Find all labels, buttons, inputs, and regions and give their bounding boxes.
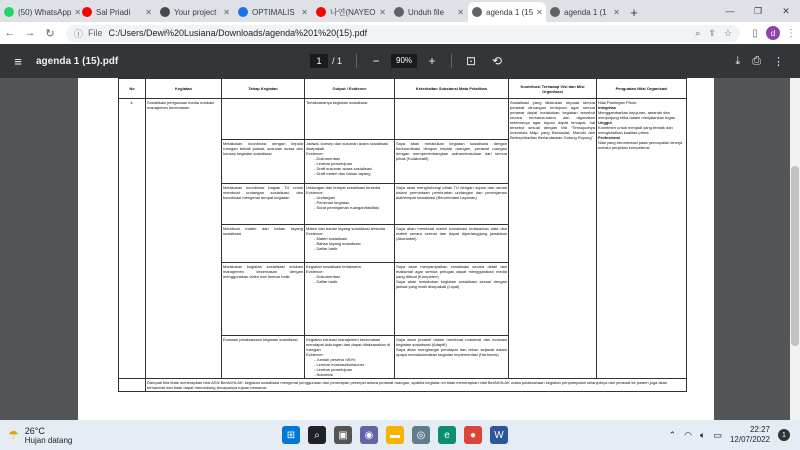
evidence-item: - Dokumentasi [314,156,340,161]
evidence-item: - Daftar hadir [314,246,338,251]
pdf-actions [735,55,784,68]
substansi-cell: Saya akan melakukan kegiatan sosialisasi dengan berkoordinasi dengan kepala ruangan, perawat ruangan dengan mempertimbangkan arahan/masukan dari semua pihak (Kolaboratif) [395,140,509,184]
notification-badge[interactable]: 1 [778,429,790,441]
url-scheme: File [88,28,103,38]
clock[interactable] [730,425,770,445]
evidence-item: - Draft materi dan bahan tayang [314,171,371,176]
kontribusi-cell: Sosialisasi yang dilakukan kepada semua perawat diruangan bertujuan agar semua perawat dapat melakukan kegiatan tersebut secara bersama-sama dan digunakan seterusnya agar tujuan dapat tercapai, hal tersebut sesuai dengan Visi "Terwujudnya Indonesia Maju yang Berdaulat, Mandiri dan Berkepribadian Berlandaskan Gotong Royong" [509,99,597,379]
tahap-cell: Melakukan kegiatan sosialisasi edukasi manajemen kecemasan dengan menggunakan video dan lembar balik [222,263,305,336]
evidence-item: - Undangan [314,195,335,200]
substansi-cell: Saya akan membuat materi sosialisasi erdasarkan data dan materi secara cermat dan dapat dipertanggung jawabkan (Akuntabel) [395,225,509,263]
tab-close-icon[interactable]: ✕ [536,7,543,17]
youtube-icon [82,7,92,17]
table-header-cell: Kegiatan [146,79,222,99]
info-icon[interactable]: ⓘ [74,28,84,39]
rotate-icon[interactable]: ⟲ [491,54,503,68]
tab-label: Sal Priadi [96,7,131,17]
penguatan-cell [597,99,687,379]
browser-tab[interactable] [468,2,546,22]
output-cell [305,336,395,379]
output-cell [305,225,395,263]
generic-site-icon [160,7,170,17]
tahap-cell: Melakukan koordinasi dengan kepala ruangan terkait jadwal, susunan acara dan konsep kegiatan sosialisasi [222,140,305,184]
minimize-icon[interactable]: — [725,6,735,16]
address-bar[interactable] [66,25,740,42]
scrollbar[interactable] [790,78,800,420]
substansi-cell: Saya akan proaktif dalam membuat notulensi dan evaluasi kegiatan sosialisasi (Adaptif) Saya akan menghargai pendapat dan rekan sejawat dalam upaya memaksimalkan kegiatan implementasi (Harmonis) [395,336,509,379]
evidence-item: - Perizinan kegiatan [314,200,350,205]
search-icon[interactable]: ⌕ [308,426,326,444]
globe-icon [550,7,560,17]
clock-date: 12/07/2022 [729,435,770,444]
hamburger-menu-icon[interactable]: ≡ [14,53,22,69]
camera-icon[interactable]: ◎ [412,426,430,444]
evidence-item: - Daftar hadir [314,279,338,284]
taskbar [0,420,800,450]
page-number-input[interactable]: 1 [310,54,328,68]
reload-icon[interactable]: ↻ [45,27,55,40]
output-text: Kegiatan sosialisasi terlaksana [306,264,361,269]
edge-icon[interactable]: e [438,426,456,444]
windows-start-icon[interactable]: ⊞ [282,426,300,444]
tab-label: OPTIMALIS [252,7,295,17]
system-tray [669,425,790,445]
output-cell [305,263,395,336]
penguatan-head: Unggul [598,120,612,125]
tab-close-icon[interactable]: ✕ [301,7,308,17]
zoom-out-icon[interactable]: − [372,54,380,68]
window-controls [716,0,800,22]
zoom-input[interactable]: 90% [391,54,417,68]
back-icon[interactable]: ← [4,27,16,39]
docs-icon [238,7,248,17]
more-menu-icon[interactable]: ⋮ [786,27,796,39]
evidence-item: - Surat peminjaman ruangan/fasilitas [314,205,380,210]
evidence-item: - Lembar persetujuan [314,161,353,166]
globe-icon [472,7,482,17]
evidence-item: - Lembar evaluasi/kuesioner [314,362,365,367]
output-text: Jadwal, konsep dan susunan acara sosialisasi disepakati [306,141,389,151]
table-row [119,99,687,140]
penguatan-body: Menggambarkan kejujuran, amanah dan menjunjung etika dalam menjalankan tugas [598,110,675,120]
agenda-table [118,78,687,392]
penguatan-title: Nilai Pamingan Pituin: [598,100,638,105]
output-text: Undangan dan tempat sosialisasi tersedia [306,185,381,190]
tahap-cell: Membuat materi dan bahan tayang sosialisasi [222,225,305,263]
tab-close-icon[interactable]: ✕ [223,7,230,17]
chat-icon[interactable]: ◉ [360,426,378,444]
table-header-cell: Kontribusi Terhadap Visi dan Misi Organisasi [509,79,597,99]
evidence-item: - Dokumentasi [314,274,340,279]
output-cell [305,140,395,184]
pdf-viewport[interactable] [0,78,800,420]
evidence-item: - Draft susunan acara sosialisasi [314,166,372,171]
evidence-label: Evidence: [306,269,324,274]
url-text[interactable]: C:/Users/Dewi%20Lusiana/Downloads/agenda%201%20(15).pdf [108,28,368,38]
evidence-label: Evidence: [306,231,324,236]
substansi-cell [395,99,509,140]
close-icon[interactable]: ✕ [782,5,790,16]
tab-strip [0,0,800,22]
substansi-cell: Saya akan menyampaikan sosialisasi secara detail dan maksimal agar semua petugas dapat menggunakan media yang dibuat (Kompeten) Saya akan melakukan kegiatan sosialisasi sesuai dengan jadwal yang telah disepakati (Loyal) [395,263,509,336]
tab-label: Your project [174,7,217,17]
tab-label: agenda 1 (1 [564,7,607,17]
substansi-cell: Saya akan menghubungi pihak TU dengan sopan dan ramah dalam permintaan pembuatan undangan dan peminjaman alat/tempat sosialisasi (Berorientasi Layanan) [395,184,509,225]
tahap-cell: Melakukan koordinasi bagian TU untuk membuat undangan sosialisasi, dan koordinasi mengenai tempat kegiatan [222,184,305,225]
evidence-item: - Bahan tayang sosialisasi [314,241,361,246]
restore-icon[interactable]: ❐ [753,5,763,16]
browser-tab[interactable] [0,2,82,22]
bookmark-star-icon[interactable]: ☆ [723,27,732,38]
zoom-icon[interactable]: ⌕ [695,27,701,38]
tab-close-icon[interactable]: ✕ [457,7,464,17]
penguatan-body: Nilai yang berorientasi pada pencapaian kinerja melalui penjelian kompetensi. [598,140,683,150]
chrome-icon[interactable]: ● [464,426,482,444]
footer-spacer [119,379,146,392]
taskbar-apps [282,426,508,444]
output-cell: Terlaksananya kegiatan sosialisasi [305,99,395,140]
table-header-cell: No [119,79,146,99]
output-cell [305,184,395,225]
penguatan-head: Profesional [598,135,620,140]
browser-tab[interactable] [546,2,624,22]
pdf-toolbar [0,44,800,78]
tab-close-icon[interactable]: ✕ [379,7,386,17]
forward-icon[interactable]: → [24,27,36,39]
tab-close-icon[interactable]: ✕ [74,7,82,17]
volume-icon[interactable]: 🔈︎ [700,429,706,440]
file-explorer-icon[interactable]: ▣ [334,426,352,444]
clock-time: 22:27 [749,425,770,434]
tab-label: Unduh file [408,7,445,17]
weather-widget[interactable] [0,426,72,445]
tahap-cell: Evaluasi pelaksanaan kegiatan sosialisasi [222,336,305,379]
table-header-cell: Tahap Kegiatan [222,79,305,99]
folder-icon[interactable]: ▬ [386,426,404,444]
page-navigation [310,54,506,68]
share-icon[interactable]: ⇪ [708,27,716,38]
toolbar-divider [451,54,452,68]
evidence-item: - Materi sosialisasi [314,236,347,241]
pdf-page [78,78,714,420]
kegiatan-cell: Sosialisasi pengunaan media edukasi manajemen kecemasan [146,99,222,379]
tab-label: (50) WhatsApp [18,7,72,17]
battery-icon[interactable]: ▭ [713,429,722,440]
browser-toolbar [0,22,800,44]
output-text: Materi dan bahan tayang sosialisasi tersedia [306,226,385,231]
browser-tab[interactable] [156,2,234,22]
output-text: Kegiatan edukasi manajemen kecemasan mendapat dukungan dan dapat dilaksanakan di ruangan [306,337,391,352]
browser-tab[interactable] [312,2,390,22]
weather-text: Hujan datang [24,435,73,445]
impact-note: Dampak bila tidak menerapkan nilai ASN BerAKHLAK: kegiatan sosialisasi mengenai penggunaan dan penerapan persepsi antara perawat ruangan, apabila kegiatan ini tidak menerapkan nilai BerAKHLAK maka pelaksanaan kegiatan penyampaian selanjutnya dari perawat ke pasien juga akan terhambat dan tidak dapat mendukung tercapainya tujuan bersama. [146,379,687,392]
tahap-cell [222,99,305,140]
penguatan-head: Integritas [598,105,617,110]
youtube-icon [316,7,326,17]
fit-page-icon[interactable]: ⊡ [465,54,477,68]
table-header-cell: Penguatan Nilai Organisasi [597,79,687,99]
download-icon[interactable]: ⤓ [735,54,741,67]
pdf-more-icon[interactable]: ⋮ [773,55,784,68]
table-header-cell: Output / Evidence [305,79,395,99]
row-number: 4. [119,99,146,379]
evidence-label: Evidence: [306,151,324,156]
evidence-item: - Notulensi [314,372,334,377]
table-header-cell: Keterkaitan Substansi Mata Pelatihan [395,79,509,99]
penguatan-body: Komitmen untuk menjadi yang terbaik dan menghasilkan kualitas prima. [598,125,673,135]
tab-close-icon[interactable]: ✕ [613,7,620,17]
avatar[interactable]: d [766,26,780,40]
wifi-icon[interactable]: ◠ [684,429,693,440]
print-icon[interactable]: ⎙ [752,54,761,67]
weather-temp: 26°C [24,425,45,436]
tab-label: agenda 1 (15 [486,7,534,17]
page-total: / 1 [332,56,343,66]
whatsapp-icon [4,7,14,17]
evidence-item: - Jumlah peserta >80% [314,357,356,362]
globe-icon [394,7,404,17]
evidence-item: - Lembar persetujuan [314,367,353,372]
new-tab-button[interactable]: + [630,4,638,20]
table-header-row [119,79,687,99]
sidebar-icon[interactable]: ▯ [752,27,758,39]
document-title: agenda 1 (15).pdf [36,55,119,67]
word-icon[interactable]: W [490,426,508,444]
rain-cloud-icon: ☂ [8,428,19,442]
tab-close-icon[interactable]: ✕ [145,7,152,17]
tab-label: 나연(NAYEO [330,7,376,17]
evidence-label: Evidence: [306,352,324,357]
chevron-up-icon[interactable]: ⌃ [668,429,677,440]
toolbar-divider [356,54,357,68]
table-row [119,379,687,392]
browser-tab[interactable] [234,2,312,22]
evidence-label: Evidence: [306,190,324,195]
browser-tab[interactable] [390,2,468,22]
scrollbar-thumb[interactable] [791,166,799,346]
zoom-in-icon[interactable]: + [428,54,436,68]
browser-tab[interactable] [78,2,156,22]
